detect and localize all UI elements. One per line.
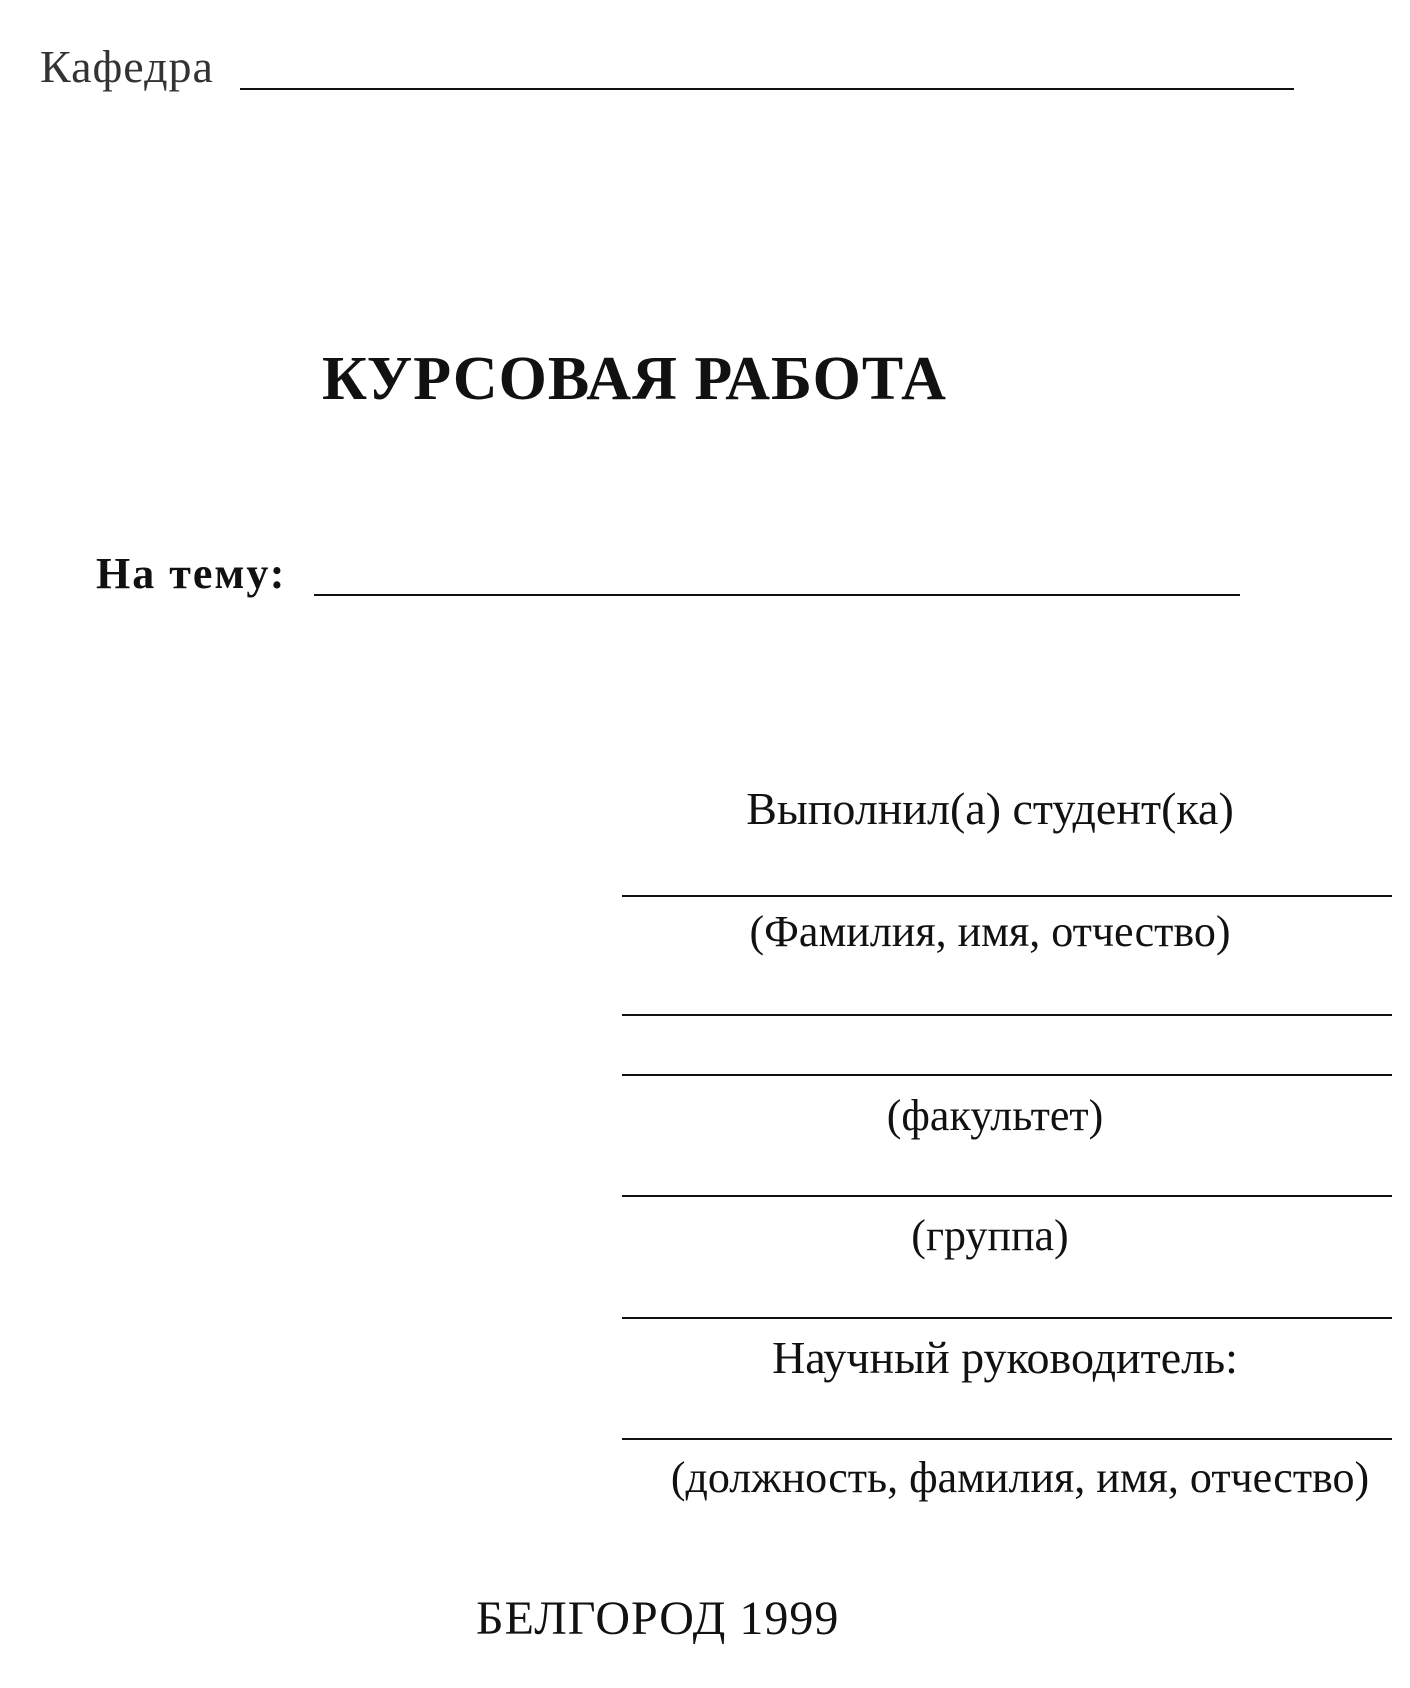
full-name-caption: (Фамилия, имя, отчество): [749, 907, 1231, 956]
performed-by-row: [560, 783, 1410, 834]
group-caption: (группа): [911, 1211, 1069, 1260]
department-label: Кафедра: [40, 41, 214, 92]
topic-underline: [314, 594, 1240, 596]
performed-by-label: Выполнил(а) студент(ка): [746, 783, 1234, 834]
topic-label: На тему:: [96, 549, 287, 598]
department-underline: [240, 88, 1294, 90]
faculty-caption: (факультет): [886, 1091, 1104, 1140]
supervisor-caption: (должность, фамилия, имя, отчество): [670, 1453, 1370, 1502]
faculty-caption-row: [560, 1091, 1410, 1140]
supervisor-top-line: [622, 1317, 1392, 1319]
city-year: БЕЛГОРОД 1999: [476, 1592, 840, 1645]
faculty-line: [622, 1074, 1392, 1076]
blank-line: [622, 1014, 1392, 1016]
student-name-line: [622, 895, 1392, 897]
document-title: КУРСОВАЯ РАБОТА: [322, 345, 947, 413]
group-line: [622, 1195, 1392, 1197]
supervisor-name-line: [622, 1438, 1392, 1440]
group-caption-row: [560, 1211, 1410, 1260]
full-name-caption-row: [560, 907, 1410, 956]
supervisor-caption-row: [520, 1453, 1410, 1502]
supervisor-label: Научный руководитель:: [772, 1332, 1238, 1383]
supervisor-label-row: [560, 1332, 1410, 1383]
